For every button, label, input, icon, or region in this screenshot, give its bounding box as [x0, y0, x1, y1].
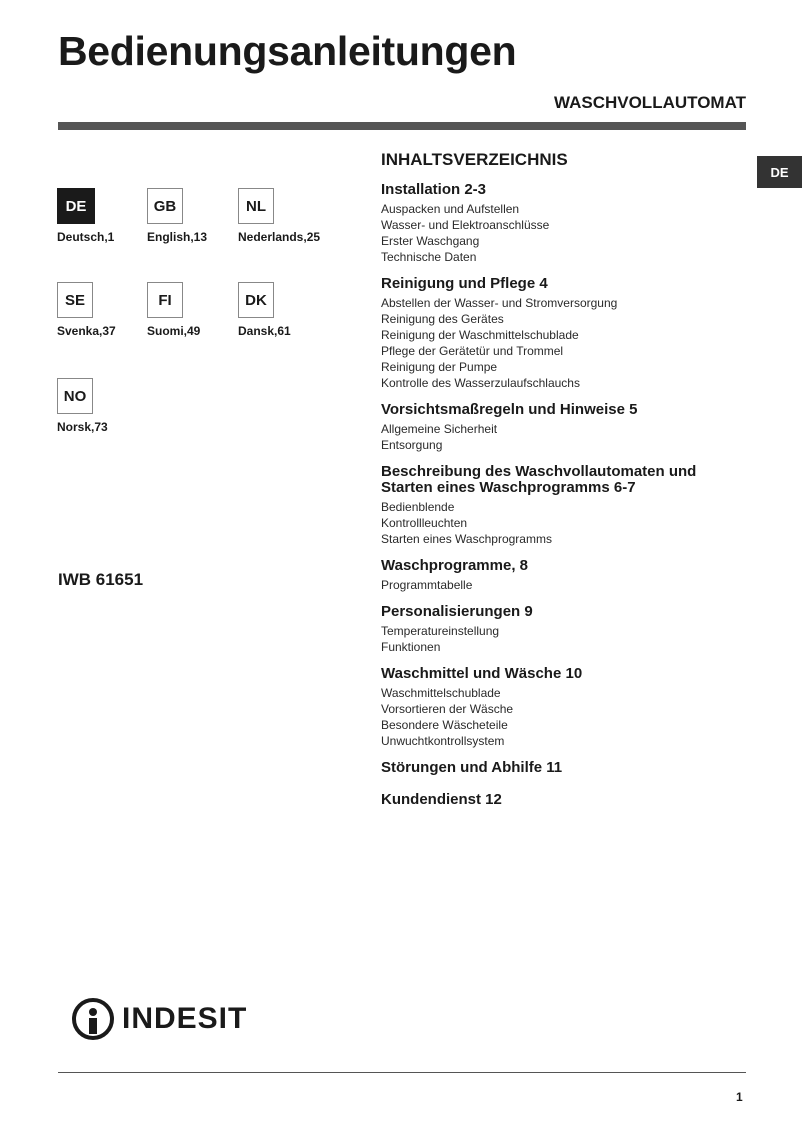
toc-item[interactable]: Starten eines Waschprogramms	[381, 532, 552, 546]
language-link-no[interactable]	[57, 378, 157, 434]
toc-item[interactable]: Besondere Wäscheteile	[381, 718, 508, 732]
language-code-box: SE	[57, 282, 93, 318]
toc-item[interactable]: Kontrolle des Wasserzulaufschlauchs	[381, 376, 580, 390]
toc-heading[interactable]: Installation 2-3	[381, 181, 487, 198]
indesit-logo-icon	[72, 998, 114, 1040]
language-link-fi[interactable]	[147, 282, 247, 338]
toc-heading[interactable]: Störungen und Abhilfe 11	[381, 759, 563, 776]
language-label: Deutsch,1	[57, 230, 115, 244]
language-side-tab: DE	[757, 156, 802, 188]
toc-item[interactable]: Programmtabelle	[381, 578, 473, 592]
toc-heading[interactable]: Beschreibung des Waschvollautomaten und	[381, 463, 697, 480]
page-number: 1	[736, 1090, 743, 1104]
toc-heading[interactable]: Kundendienst 12	[381, 791, 502, 808]
toc-item[interactable]: Kontrollleuchten	[381, 516, 468, 530]
language-link-gb[interactable]	[147, 188, 247, 244]
toc-item[interactable]: Reinigung der Waschmittelschublade	[381, 328, 579, 342]
header-divider-bar	[58, 122, 746, 130]
toc-item[interactable]: Wasser- und Elektroanschlüsse	[381, 218, 550, 232]
toc-item[interactable]: Auspacken und Aufstellen	[381, 202, 520, 216]
language-label: Svenka,37	[57, 324, 116, 338]
language-label: Dansk,61	[238, 324, 291, 338]
toc-section-personalisation	[381, 604, 746, 655]
toc-item[interactable]: Waschmittelschublade	[381, 686, 501, 700]
language-link-se[interactable]	[57, 282, 157, 338]
toc-heading[interactable]: Vorsichtsmaßregeln und Hinweise 5	[381, 401, 638, 418]
toc-section-programs	[381, 558, 746, 593]
product-type: WASCHVOLLAUTOMAT	[553, 93, 746, 112]
indesit-logo-text: INDESIT	[122, 1002, 248, 1035]
language-link-dk[interactable]	[238, 282, 338, 338]
toc-item[interactable]: Unwuchtkontrollsystem	[381, 734, 505, 748]
language-link-nl[interactable]	[238, 188, 338, 244]
language-code-box: NO	[57, 378, 93, 414]
toc-section-installation	[381, 182, 746, 265]
toc-item[interactable]: Technische Daten	[381, 250, 477, 264]
toc-heading[interactable]: Personalisierungen 9	[381, 603, 533, 620]
language-code-box: GB	[147, 188, 183, 224]
language-label: Nederlands,25	[238, 230, 321, 244]
toc-section-detergents	[381, 666, 746, 749]
language-label: Norsk,73	[57, 420, 108, 434]
toc-item[interactable]: Reinigung des Gerätes	[381, 312, 504, 326]
toc-section-precautions	[381, 402, 746, 453]
language-label: Suomi,49	[147, 324, 201, 338]
toc-heading[interactable]: Waschprogramme, 8	[381, 557, 528, 574]
toc-item[interactable]: Temperatureinstellung	[381, 624, 500, 638]
toc-item[interactable]: Erster Waschgang	[381, 234, 480, 248]
toc-item[interactable]: Bedienblende	[381, 500, 455, 514]
toc-title: INHALTSVERZEICHNIS	[381, 150, 568, 169]
toc-item[interactable]: Vorsortieren der Wäsche	[381, 702, 514, 716]
toc-item[interactable]: Funktionen	[381, 640, 441, 654]
toc-section-troubleshooting	[381, 760, 746, 776]
table-of-contents	[381, 150, 746, 824]
toc-item[interactable]: Abstellen der Wasser- und Stromversorgung	[381, 296, 618, 310]
toc-heading[interactable]: Reinigung und Pflege 4	[381, 275, 548, 292]
toc-section-service	[381, 792, 746, 808]
toc-section-cleaning	[381, 276, 746, 391]
toc-item[interactable]: Entsorgung	[381, 438, 443, 452]
language-code-box: DK	[238, 282, 274, 318]
language-link-de[interactable]	[57, 188, 157, 244]
toc-heading[interactable]: Waschmittel und Wäsche 10	[381, 665, 583, 682]
toc-item[interactable]: Allgemeine Sicherheit	[381, 422, 498, 436]
language-label: English,13	[147, 230, 208, 244]
footer-divider	[58, 1072, 746, 1073]
model-number: IWB 61651	[58, 570, 144, 589]
language-code-box: NL	[238, 188, 274, 224]
language-code-box: FI	[147, 282, 183, 318]
language-code-box: DE	[57, 188, 95, 224]
toc-item[interactable]: Reinigung der Pumpe	[381, 360, 498, 374]
toc-heading[interactable]: Starten eines Waschprogramms 6-7	[381, 479, 636, 496]
toc-section-description	[381, 464, 746, 547]
toc-item[interactable]: Pflege der Gerätetür und Trommel	[381, 344, 564, 358]
indesit-logo	[72, 994, 247, 1044]
page-title: Bedienungsanleitungen	[58, 28, 517, 74]
